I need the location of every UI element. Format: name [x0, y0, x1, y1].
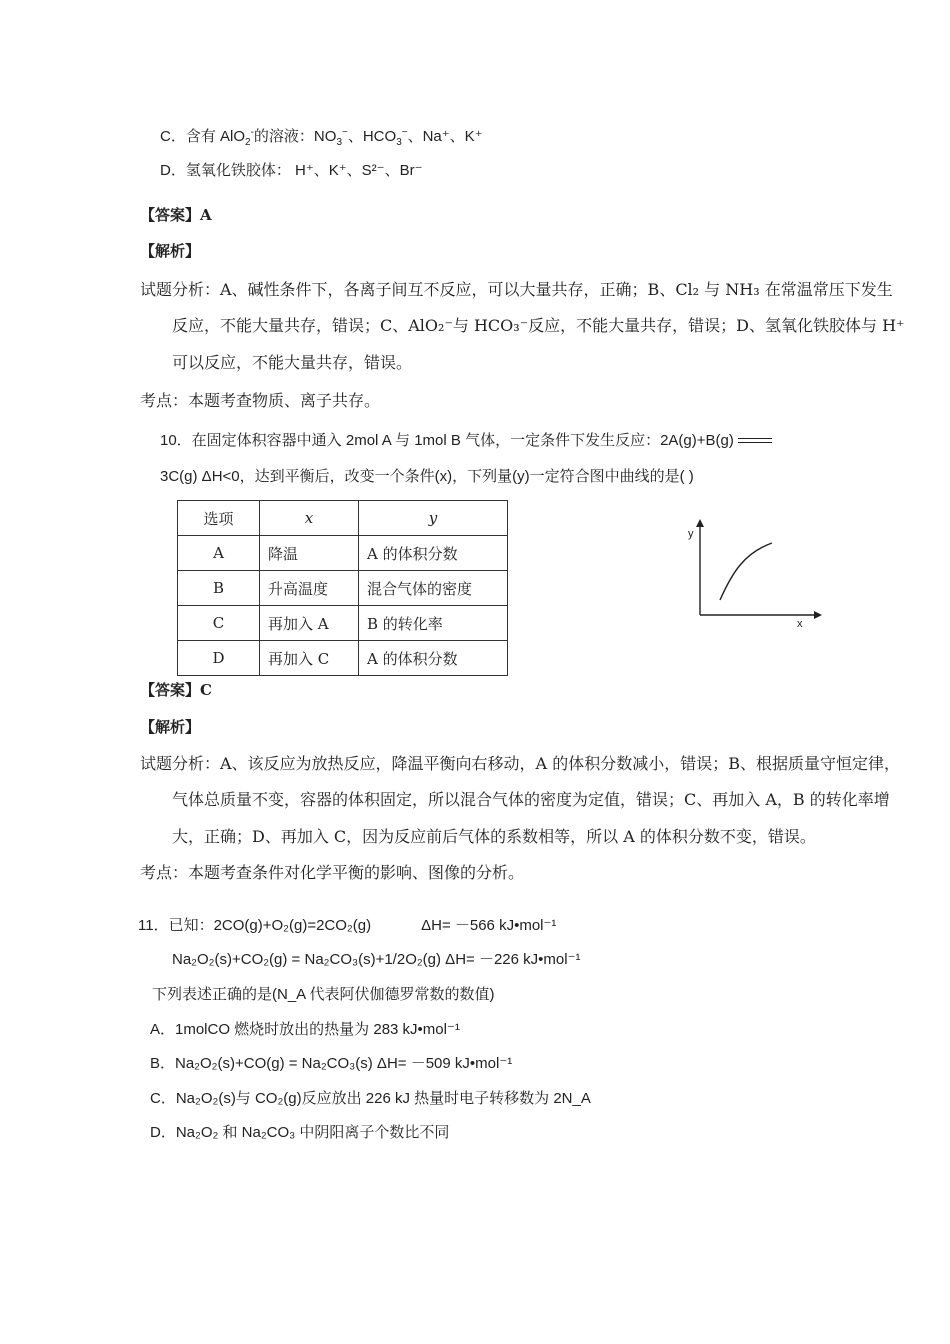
q10-options-table	[177, 500, 508, 676]
table-cell: 降温	[260, 536, 359, 571]
x-axis-arrow-icon	[814, 611, 822, 619]
table-row	[178, 571, 508, 606]
equilibrium-arrow-icon	[738, 436, 772, 446]
q10-stem-line-1: 10．在固定体积容器中通入 2mol A 与 1mol B 气体，一定条件下发生反应：2A(g)+B(g)	[160, 430, 772, 452]
q9-analysis-line-3: 可以反应，不能大量共存，错误。	[172, 353, 413, 372]
table-header-cell: y	[359, 501, 508, 536]
q9-answer: 【答案】A	[140, 206, 212, 224]
q9-analysis-line-2: 反应，不能大量共存，错误；C、AlO₂⁻与 HCO₃⁻反应，不能大量共存，错误；D、氢氧化铁胶体与 H⁺	[172, 316, 905, 335]
table-header-row	[178, 501, 508, 536]
table-cell: A	[178, 536, 260, 571]
table-cell: 升高温度	[260, 571, 359, 606]
q11-option-b: B．Na₂O₂(s)+CO(g) = Na₂CO₃(s) ΔH= －509 kJ•mol⁻¹	[150, 1055, 513, 1072]
q11-option-c: C．Na₂O₂(s)与 CO₂(g)反应放出 226 kJ 热量时电子转移数为 2N_A	[150, 1090, 591, 1107]
q9-option-d: D．氢氧化铁胶体： H⁺、K⁺、S²⁻、Br⁻	[160, 162, 423, 179]
q10-curve-graph	[680, 515, 830, 630]
graph-y-label: y	[688, 528, 694, 540]
q11-equation-1: 11．已知：2CO(g)+O₂(g)=2CO₂(g) ΔH= －566 kJ•mol⁻¹	[138, 917, 557, 934]
table-cell: 混合气体的密度	[359, 571, 508, 606]
graph-x-label: x	[797, 618, 803, 630]
q9-analysis-heading: 【解析】	[140, 242, 201, 260]
q11-option-d: D．Na₂O₂ 和 Na₂CO₃ 中阴阳离子个数比不同	[150, 1124, 450, 1141]
q10-analysis-line-2: 气体总质量不变，容器的体积固定，所以混合气体的密度为定值，错误；C、再加入 A，B 的转化率增	[172, 790, 890, 809]
q11-prompt: 下列表述正确的是(N_A 代表阿伏伽德罗常数的数值)	[152, 986, 495, 1003]
q10-analysis-line-1: 试题分析：A、该反应为放热反应，降温平衡向右移动，A 的体积分数减小，错误；B、根据质量守恒定律，	[140, 754, 900, 773]
q10-answer: 【答案】C	[140, 681, 212, 699]
table-row	[178, 606, 508, 641]
graph-curve	[720, 543, 772, 600]
table-cell: A 的体积分数	[359, 641, 508, 676]
table-cell: 再加入 A	[260, 606, 359, 641]
y-axis-arrow-icon	[696, 519, 704, 527]
table-row	[178, 536, 508, 571]
table-cell: B 的转化率	[359, 606, 508, 641]
table-row	[178, 641, 508, 676]
q10-stem-line-2: 3C(g) ΔH<0，达到平衡后，改变一个条件(x)，下列量(y)一定符合图中曲线的是( )	[160, 468, 694, 485]
q9-kaodian: 考点：本题考查物质、离子共存。	[140, 391, 381, 410]
table-cell: D	[178, 641, 260, 676]
table-cell: C	[178, 606, 260, 641]
q10-kaodian: 考点：本题考查条件对化学平衡的影响、图像的分析。	[140, 863, 525, 882]
table-header-cell: x	[260, 501, 359, 536]
q10-analysis-line-3: 大，正确；D、再加入 C，因为反应前后气体的系数相等，所以 A 的体积分数不变，错误。	[172, 827, 816, 846]
table-cell: 再加入 C	[260, 641, 359, 676]
table-cell: A 的体积分数	[359, 536, 508, 571]
q11-option-a: A．1molCO 燃烧时放出的热量为 283 kJ•mol⁻¹	[150, 1021, 460, 1038]
q11-equation-2: Na₂O₂(s)+CO₂(g) = Na₂CO₃(s)+1/2O₂(g) ΔH= －226 kJ•mol⁻¹	[172, 951, 581, 968]
q9-analysis-line-1: 试题分析：A、碱性条件下，各离子间互不反应，可以大量共存，正确；B、Cl₂ 与 NH₃ 在常温常压下发生	[140, 280, 893, 299]
table-header-cell: 选项	[178, 501, 260, 536]
table-cell: B	[178, 571, 260, 606]
q9-option-c: C．含有 AlO$_2$-的溶液：$NO_3^-$、$HCO_3^-$、Na⁺、K⁺	[160, 127, 483, 148]
q10-analysis-heading: 【解析】	[140, 718, 201, 736]
